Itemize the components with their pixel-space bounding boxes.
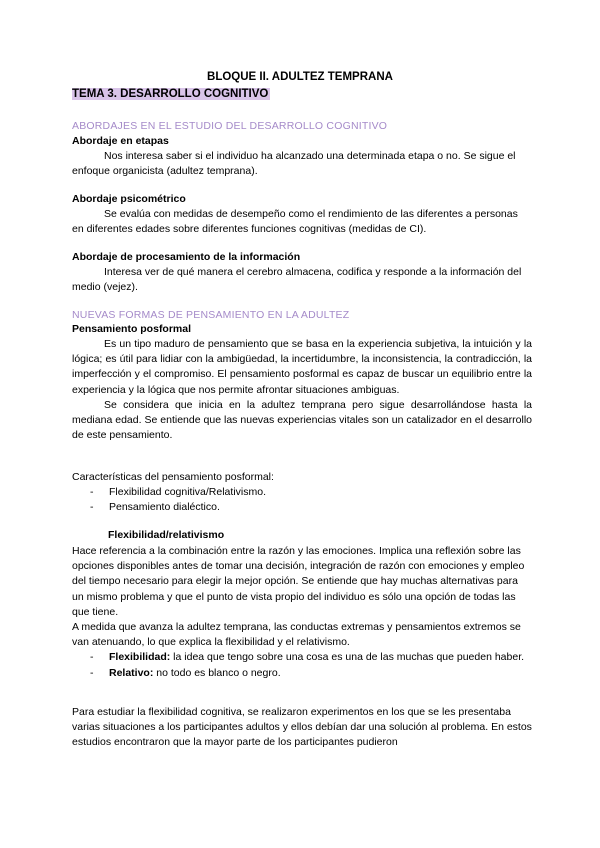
caracteristicas-block	[72, 470, 532, 516]
topic-title: TEMA 3. DESARROLLO COGNITIVO	[72, 88, 269, 100]
caracteristicas-intro: Características del pensamiento posformal:	[72, 471, 274, 483]
list-item	[72, 666, 532, 681]
heading-abordaje-psicometrico: Abordaje psicométrico	[72, 193, 186, 205]
heading-abordaje-etapas: Abordaje en etapas	[72, 135, 169, 147]
paragraph-etapas	[72, 149, 532, 179]
list-item: - Flexibilidad cognitiva/Relativismo.	[72, 485, 532, 500]
text-procesamiento: Interesa ver de qué manera el cerebro almacena, codifica y responde a la información del medio (vejez).	[72, 266, 522, 294]
list-item: - Pensamiento dialéctico.	[72, 500, 532, 515]
text-estudio: Para estudiar la flexibilidad cognitiva, se realizaron experimentos en los que se les presentaba varias situaciones a los participantes adultos y ellos debían dar una solución al problema. En estos estudios encontraron que la mayor parte de los participantes pudieron	[72, 706, 532, 749]
text-flexibilidad-1: Hace referencia a la combinación entre la razón y las emociones. Implica una reflexión sobre las opciones disponibles antes de tomar una decisión, integración de razón con emociones y empleo del tiempo necesario para elegir la mejor opción. Se entiende que hay muchas alternativas para un mismo problema y que el punto de vista propio del individuo es sólo una opción de todas las que tiene.	[72, 545, 525, 618]
caracteristicas-list	[72, 485, 532, 515]
def-flexibilidad-text: la idea que tengo sobre una cosa es una de las muchas que pueden haber.	[170, 651, 525, 664]
heading-flexibilidad: Flexibilidad/relativismo	[108, 529, 225, 541]
heading-abordaje-procesamiento: Abordaje de procesamiento de la información	[72, 251, 301, 263]
def-flexibilidad-label: Flexibilidad:	[109, 651, 171, 664]
paragraph-flexibilidad	[72, 544, 532, 681]
text-posformal-2: Se considera que inicia en la adultez temprana pero sigue desarrollándose hasta la mediana edad. Se entiende que las nuevas experiencias vitales son un catalizador en el desarrollo de este pensamiento.	[72, 398, 532, 442]
paragraph-procesamiento	[72, 265, 532, 295]
paragraph-posformal	[72, 337, 532, 443]
definitions-list	[72, 650, 532, 680]
def-relativo-text: no todo es blanco o negro.	[153, 666, 281, 679]
text-flexibilidad-2: A medida que avanza la adultez temprana, las conductas extremas y pensamientos extremos se van atenuando, lo que explica la flexibilidad y el relativismo.	[72, 621, 521, 649]
section-heading-abordajes: ABORDAJES EN EL ESTUDIO DEL DESARROLLO COGNITIVO	[72, 120, 388, 132]
def-relativo-label: Relativo:	[109, 666, 154, 679]
list-item	[72, 650, 532, 665]
paragraph-psicometrico	[72, 207, 532, 237]
text-etapas: Nos interesa saber si el individuo ha alcanzado una determinada etapa o no. Se sigue el enfoque organicista (adultez temprana).	[72, 150, 516, 178]
text-psicometrico: Se evalúa con medidas de desempeño como el rendimiento de las diferentes a personas en diferentes edades sobre diferentes funciones cognitivas (medidas de CI).	[72, 208, 518, 236]
section-heading-nuevas-formas: NUEVAS FORMAS DE PENSAMIENTO EN LA ADULTEZ	[72, 309, 350, 321]
paragraph-estudio	[72, 705, 532, 751]
block-title: BLOQUE II. ADULTEZ TEMPRANA	[207, 71, 393, 83]
text-posformal-1: Es un tipo maduro de pensamiento que se basa en la experiencia subjetiva, la intuición y la lógica; es útil para lidiar con la ambigüedad, la incertidumbre, la inconsistencia, la contradicción, la imperfección y el compromiso. El pensamiento posformal es capaz de buscar un equilibrio entre la experiencia y la lógica que nos permite afrontar situaciones ambiguas.	[72, 338, 532, 396]
heading-pensamiento-posformal: Pensamiento posformal	[72, 323, 192, 335]
